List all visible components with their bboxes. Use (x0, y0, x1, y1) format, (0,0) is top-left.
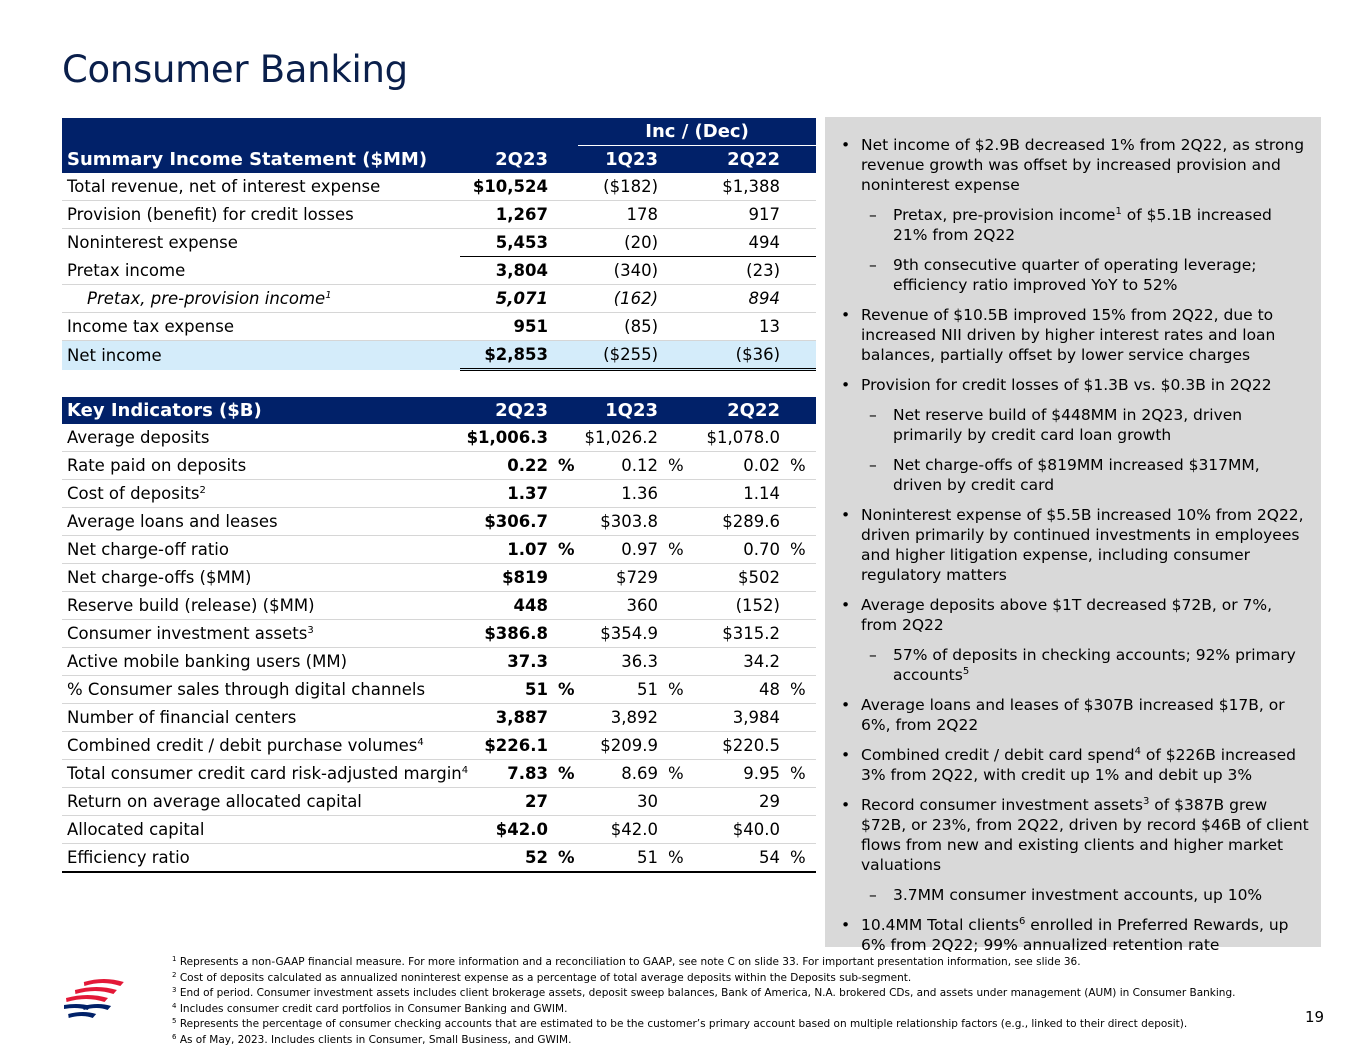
row-value: 3,804 (460, 257, 552, 285)
row-value: $40.0 (688, 816, 784, 844)
col-2q23: 2Q23 (460, 146, 552, 174)
bullet-text: 9th consecutive quarter of operating leverage; efficiency ratio improved YoY to 52% (893, 256, 1257, 294)
row-value: $1,388 (688, 173, 784, 201)
row-label: Income tax expense (62, 313, 460, 341)
row-label-text: Average deposits (67, 428, 210, 447)
row-label: Noninterest expense (67, 233, 238, 253)
bullet-marker: – (869, 456, 877, 474)
row-value: 0.97 (578, 536, 662, 564)
row-value: (85) (578, 313, 662, 341)
row-value: 0.12 (578, 452, 662, 480)
row-value: 48 (688, 676, 784, 704)
summary-income-table (62, 118, 816, 371)
row-value: 9.95 (688, 760, 784, 788)
col-1q23: 1Q23 (578, 397, 662, 424)
row-label (62, 816, 460, 844)
row-label-text: Efficiency ratio (67, 848, 190, 867)
percent-sign (662, 620, 688, 648)
row-label-text: Net charge-off ratio (67, 540, 229, 559)
percent-sign (784, 424, 816, 452)
row-value: 360 (578, 592, 662, 620)
row-label (62, 564, 460, 592)
table-row (62, 760, 816, 788)
row-value: $386.8 (460, 620, 552, 648)
bullet-marker: – (869, 886, 877, 904)
row-value: 894 (688, 285, 784, 313)
bullet-marker: – (869, 406, 877, 424)
inc-dec-label: Inc / (Dec) (578, 118, 816, 146)
row-value: (152) (688, 592, 784, 620)
percent-sign (662, 788, 688, 816)
bullet-item (839, 305, 1309, 365)
table-row (62, 676, 816, 704)
summary-header-top (62, 118, 816, 146)
table-row (62, 285, 816, 313)
page-number: 19 (1305, 1008, 1325, 1026)
row-value: 5,071 (460, 285, 552, 313)
row-value: 1.37 (460, 480, 552, 508)
percent-sign (784, 508, 816, 536)
col-2q22: 2Q22 (688, 397, 784, 424)
bullet-marker: • (841, 916, 851, 934)
footnote-ref: 1 (1115, 206, 1122, 217)
row-value: 34.2 (688, 648, 784, 676)
row-label-text: % Consumer sales through digital channels (67, 680, 426, 699)
row-label: Net income (62, 341, 460, 370)
table-row (62, 508, 816, 536)
sub-bullet-item (839, 885, 1309, 905)
percent-sign (552, 648, 578, 676)
col-1q23: 1Q23 (578, 146, 662, 174)
row-value: 1,267 (460, 201, 552, 229)
row-label (62, 620, 460, 648)
bullet-text: Net income of $2.9B decreased 1% from 2Q22, as strong revenue growth was offset by increased provision and noninterest expense (861, 136, 1305, 194)
percent-sign (662, 592, 688, 620)
table-row (62, 480, 816, 508)
row-value: 36.3 (578, 648, 662, 676)
bullet-item (839, 595, 1309, 635)
percent-sign: % (552, 676, 578, 704)
indicators-body (62, 424, 816, 872)
bullet-marker: • (841, 306, 851, 324)
row-value: $10,524 (460, 173, 552, 201)
bullet-text: Noninterest expense of $5.5B increased 10% from 2Q22, driven primarily by continued investments in employees and higher litigation expense, including consumer regulatory matters (861, 506, 1304, 584)
percent-sign: % (784, 844, 816, 873)
row-value: 5,453 (495, 233, 548, 252)
bullet-text: Record consumer investment assets (861, 796, 1143, 814)
percent-sign (552, 816, 578, 844)
row-label: Total revenue, net of interest expense (62, 173, 460, 201)
row-label (62, 760, 469, 788)
footnote-number: 6 (172, 1032, 177, 1041)
percent-sign (662, 564, 688, 592)
row-value: $220.5 (688, 732, 784, 760)
bullet-item (839, 745, 1309, 785)
row-label (62, 648, 460, 676)
percent-sign: % (552, 844, 578, 873)
row-label-text: Cost of deposits (67, 484, 200, 503)
footnotes (172, 955, 1282, 1048)
percent-sign (662, 648, 688, 676)
footnote-ref: 4 (1134, 746, 1141, 757)
row-value: 1.36 (578, 480, 662, 508)
table-row (62, 788, 816, 816)
table-row (62, 564, 816, 592)
net-income-row (62, 341, 816, 370)
bullet-text: of $387B grew $72B, or 23%, from 2Q22, driven by record $46B of client flows from new and existing clients and higher market valuations (861, 796, 1309, 874)
row-value: $502 (688, 564, 784, 592)
percent-sign: % (784, 452, 816, 480)
row-value: 54 (688, 844, 784, 873)
footnote-ref: 2 (199, 485, 206, 496)
row-value: $2,853 (460, 341, 552, 370)
bullet-marker: • (841, 136, 851, 154)
footnote (172, 1033, 1282, 1049)
footnote-ref: 1 (325, 290, 332, 301)
row-value: 27 (460, 788, 552, 816)
footnote-number: 3 (172, 986, 177, 994)
bullet-text: of $5.1B increased 21% from 2Q22 (893, 206, 1272, 244)
row-value: $1,006.3 (460, 424, 552, 452)
row-value: $226.1 (460, 732, 552, 760)
row-value: $42.0 (460, 816, 552, 844)
table-row (62, 173, 816, 201)
row-value: 51 (578, 844, 662, 873)
summary-header (62, 146, 816, 174)
col-2q22: 2Q22 (688, 146, 784, 174)
row-value: 178 (578, 201, 662, 229)
bullet-item (839, 375, 1309, 395)
row-label (62, 788, 460, 816)
row-value: $289.6 (688, 508, 784, 536)
table-row (62, 257, 816, 285)
bullet-marker: • (841, 796, 851, 814)
percent-sign (784, 648, 816, 676)
table-row (62, 424, 816, 452)
key-indicators-table (62, 397, 816, 873)
row-value: $1,026.2 (578, 424, 662, 452)
row-label (62, 704, 460, 732)
footnote (172, 1002, 1282, 1018)
percent-sign (784, 732, 816, 760)
percent-sign (552, 788, 578, 816)
table-row (62, 452, 816, 480)
footnote-number: 2 (172, 970, 177, 979)
row-label-text: Rate paid on deposits (67, 456, 247, 475)
sub-bullet-item (839, 405, 1309, 445)
bullet-item (839, 135, 1309, 195)
bullet-text: Average deposits above $1T decreased $72B, or 7%, from 2Q22 (861, 596, 1273, 634)
indicators-header (62, 397, 816, 424)
sub-bullet-item (839, 455, 1309, 495)
table-row (62, 816, 816, 844)
row-value: 51 (460, 676, 552, 704)
percent-sign (552, 704, 578, 732)
row-value: 30 (578, 788, 662, 816)
percent-sign: % (662, 676, 688, 704)
sub-bullet-item (839, 205, 1309, 245)
row-value: 951 (460, 313, 552, 341)
table-row (62, 844, 816, 873)
bullet-item (839, 695, 1309, 735)
row-label: Provision (benefit) for credit losses (62, 201, 460, 229)
footnote-ref: 4 (417, 737, 424, 748)
footnote-text: End of period. Consumer investment assets includes client brokerage assets, deposit sweep balances, Bank of America, N.A. brokered CDs, and assets under management (AUM) in Consumer Banking. (179, 987, 1236, 999)
bank-flag-logo-icon (64, 976, 130, 1026)
percent-sign (784, 816, 816, 844)
percent-sign (662, 508, 688, 536)
row-value: 13 (688, 313, 784, 341)
bullet-text: Net reserve build of $448MM in 2Q23, driven primarily by credit card loan growth (893, 406, 1243, 444)
row-value: ($36) (688, 341, 784, 370)
footnote-text: Represents the percentage of consumer checking accounts that are estimated to be the customer’s primary account based on multiple relationship factors (e.g., linked to their direct deposit). (179, 1018, 1188, 1030)
percent-sign: % (784, 676, 816, 704)
row-value: (23) (688, 257, 784, 285)
percent-sign (552, 564, 578, 592)
table-row (62, 648, 816, 676)
row-value: 29 (688, 788, 784, 816)
percent-sign: % (662, 844, 688, 873)
bullet-text: Net charge-offs of $819MM increased $317MM, driven by credit card (893, 456, 1260, 494)
row-value: 7.83 (460, 760, 552, 788)
row-value: 51 (578, 676, 662, 704)
row-value: $303.8 (578, 508, 662, 536)
row-value: 37.3 (460, 648, 552, 676)
bullet-item (839, 505, 1309, 585)
percent-sign (552, 592, 578, 620)
footnote-text: As of May, 2023. Includes clients in Consumer, Small Business, and GWIM. (179, 1033, 572, 1046)
row-label-text: Consumer investment assets (67, 624, 308, 643)
percent-sign (552, 620, 578, 648)
bullet-text: enrolled in Preferred Rewards, up 6% from 2Q22; 99% annualized retention rate (861, 916, 1289, 954)
sub-bullet-item (839, 255, 1309, 295)
footnote (172, 1017, 1282, 1033)
row-label-text: Average loans and leases (67, 512, 278, 531)
row-value: 8.69 (578, 760, 662, 788)
highlights-list (839, 135, 1309, 965)
percent-sign (552, 424, 578, 452)
row-value: (20) (624, 233, 659, 252)
row-label-text: Allocated capital (67, 820, 205, 839)
summary-header-label: Summary Income Statement ($MM) (62, 146, 460, 174)
row-label-text: Pretax, pre-provision income (87, 289, 326, 308)
footnote-number: 4 (172, 1001, 177, 1010)
row-value: 0.22 (460, 452, 552, 480)
footnote-text: Includes consumer credit card portfolios in Consumer Banking and GWIM. (179, 1002, 568, 1015)
sub-bullet-item (839, 645, 1309, 685)
row-value: (162) (578, 285, 662, 313)
row-label-text: Active mobile banking users (MM) (67, 652, 348, 671)
row-value: 494 (748, 233, 781, 252)
percent-sign: % (784, 536, 816, 564)
table-row (62, 620, 816, 648)
percent-sign: % (552, 760, 578, 788)
percent-sign (552, 480, 578, 508)
row-value: $729 (578, 564, 662, 592)
bullet-text: Pretax, pre-provision income (893, 206, 1116, 224)
highlights-panel (825, 117, 1321, 954)
bullet-text: Provision for credit losses of $1.3B vs. $0.3B in 2Q22 (861, 376, 1272, 394)
row-value: 52 (460, 844, 552, 873)
footnote-number: 1 (172, 955, 177, 963)
row-label: Pretax income (62, 257, 460, 285)
percent-sign (662, 704, 688, 732)
row-value: (340) (578, 257, 662, 285)
row-label-text: Reserve build (release) ($MM) (67, 596, 315, 615)
row-value: $315.2 (688, 620, 784, 648)
row-value: $354.9 (578, 620, 662, 648)
row-value: $209.9 (578, 732, 662, 760)
percent-sign: % (662, 452, 688, 480)
percent-sign (784, 788, 816, 816)
row-label-text: Net charge-offs ($MM) (67, 568, 252, 587)
percent-sign (552, 508, 578, 536)
footnote-ref: 3 (307, 625, 314, 636)
row-label (62, 676, 460, 704)
bullet-text: Combined credit / debit card spend (861, 746, 1135, 764)
table-row (62, 592, 816, 620)
bullet-text: 10.4MM Total clients (861, 916, 1019, 934)
bullet-marker: • (841, 596, 851, 614)
percent-sign (662, 816, 688, 844)
bullet-item (839, 795, 1309, 875)
percent-sign (662, 424, 688, 452)
footnote-text: Represents a non-GAAP financial measure. For more information and a reconciliation to GAAP, see note C on slide 33. For important presentation information, see slide 36. (179, 956, 1081, 968)
percent-sign (784, 704, 816, 732)
row-label-text: Number of financial centers (67, 708, 297, 727)
page-title: Consumer Banking (62, 48, 408, 91)
row-value: 3,892 (578, 704, 662, 732)
table-row (62, 313, 816, 341)
percent-sign: % (552, 452, 578, 480)
table-row (62, 201, 816, 229)
footnote (172, 955, 1282, 971)
row-value: 3,984 (688, 704, 784, 732)
footnote-ref: 5 (962, 666, 970, 677)
bullet-marker: – (869, 256, 877, 274)
row-label (62, 732, 460, 760)
row-value: ($182) (578, 173, 662, 201)
bullet-text: Revenue of $10.5B improved 15% from 2Q22, due to increased NII driven by higher interest rates and loan balances, partially offset by lower service charges (861, 306, 1276, 364)
footnote-ref: 4 (461, 765, 469, 776)
row-value: 3,887 (460, 704, 552, 732)
bullet-marker: • (841, 696, 851, 714)
bullet-text: 57% of deposits in checking accounts; 92% primary accounts (893, 646, 1296, 684)
percent-sign (784, 480, 816, 508)
row-label (62, 285, 460, 313)
percent-sign (552, 732, 578, 760)
footnote-ref: 3 (1142, 796, 1150, 807)
row-label (62, 424, 460, 452)
row-value: $306.7 (460, 508, 552, 536)
footnote-text: Cost of deposits calculated as annualized noninterest expense as a percentage of total average deposits within the Deposits sub-segment. (179, 971, 912, 984)
percent-sign (662, 732, 688, 760)
col-2q23: 2Q23 (460, 397, 552, 424)
percent-sign (662, 480, 688, 508)
row-value: $1,078.0 (688, 424, 784, 452)
row-label-text: Total consumer credit card risk-adjusted margin (67, 764, 462, 783)
percent-sign (784, 564, 816, 592)
table-row (62, 536, 816, 564)
bullet-marker: • (841, 376, 851, 394)
row-value: $819 (460, 564, 552, 592)
table-row (62, 704, 816, 732)
indicators-header-label: Key Indicators ($B) (62, 397, 460, 424)
bullet-text: Average loans and leases of $307B increased $17B, or 6%, from 2Q22 (861, 696, 1285, 734)
footnote-ref: 6 (1018, 916, 1026, 927)
bullet-marker: • (841, 746, 851, 764)
percent-sign: % (662, 536, 688, 564)
table-row (62, 229, 816, 257)
footnote (172, 986, 1282, 1002)
bullet-marker: – (869, 206, 877, 224)
percent-sign (784, 620, 816, 648)
row-value: 1.07 (460, 536, 552, 564)
percent-sign: % (784, 760, 816, 788)
row-value: ($255) (578, 341, 662, 370)
percent-sign: % (552, 536, 578, 564)
row-label (62, 452, 460, 480)
percent-sign: % (662, 760, 688, 788)
bullet-marker: – (869, 646, 877, 664)
row-value: 0.02 (688, 452, 784, 480)
row-label (62, 536, 460, 564)
percent-sign (784, 592, 816, 620)
table-row (62, 732, 816, 760)
footnote (172, 971, 1282, 987)
bullet-item (839, 915, 1309, 955)
row-label (62, 844, 460, 873)
row-label (62, 508, 460, 536)
row-value: 917 (688, 201, 784, 229)
row-label-text: Combined credit / debit purchase volumes (67, 736, 418, 755)
row-value: 0.70 (688, 536, 784, 564)
footnote-number: 5 (172, 1017, 177, 1025)
row-value: $42.0 (578, 816, 662, 844)
row-value: 1.14 (688, 480, 784, 508)
row-label-text: Return on average allocated capital (67, 792, 362, 811)
row-value: 448 (460, 592, 552, 620)
row-label (62, 592, 460, 620)
bullet-marker: • (841, 506, 851, 524)
bullet-text: of $226B increased 3% from 2Q22, with credit up 1% and debit up 3% (861, 746, 1296, 784)
row-label (62, 480, 460, 508)
bullet-text: 3.7MM consumer investment accounts, up 10% (893, 886, 1263, 904)
